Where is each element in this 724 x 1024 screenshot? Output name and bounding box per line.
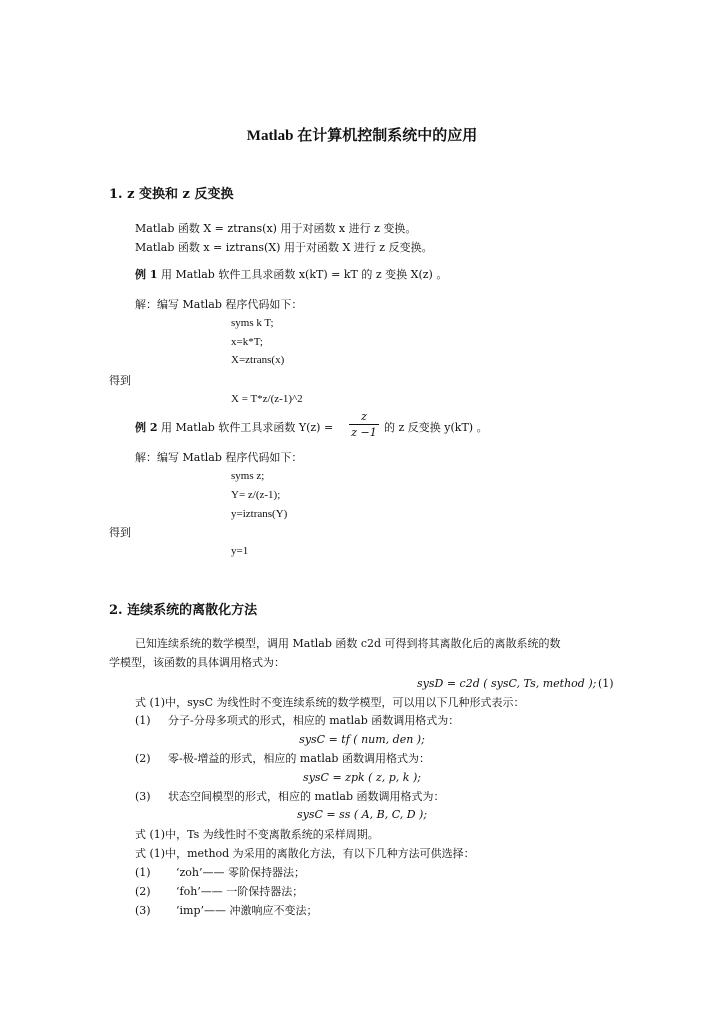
form-item-text: 零-极-增益的形式，相应的 matlab 函数调用格式为：	[168, 752, 430, 765]
sysc-description: 式 (1)中，sysC 为线性时不变连续系统的数学模型，可以用以下几种形式表示：	[135, 696, 525, 709]
ztrans-description: Matlab 函数 X = ztrans(x) 用于对函数 x 进行 z 变换。	[135, 222, 417, 235]
example-2-text-post: 的 z 反变换 y(kT) 。	[384, 421, 488, 434]
method-item-text: ‘zoh’—— 零阶保持器法；	[176, 866, 305, 879]
example-2	[135, 421, 333, 435]
code-line: syms k T;	[231, 317, 274, 329]
example-1	[135, 268, 447, 282]
solution-1-intro: 解：编写 Matlab 程序代码如下：	[135, 298, 303, 311]
equation-zpk: sysC = zpk ( z, p, k );	[303, 771, 421, 784]
form-item-text: 状态空间模型的形式，相应的 matlab 函数调用格式为：	[168, 790, 445, 803]
code-line: Y= z/(z-1);	[231, 489, 281, 501]
example-2-label: 例 2	[135, 421, 158, 434]
section-1-heading: 1. z 变换和 z 反变换	[109, 187, 234, 202]
result-2-label: 得到	[109, 526, 131, 539]
form-item-number: (1)	[135, 714, 151, 727]
solution-2-intro: 解：编写 Matlab 程序代码如下：	[135, 451, 303, 464]
equation-c2d: sysD = c2d ( sysC, Ts, method );	[417, 677, 597, 690]
paragraph-line: 学模型，该函数的具体调用格式为：	[109, 656, 285, 669]
section-2-heading: 2. 连续系统的离散化方法	[109, 603, 258, 618]
result-1: X = T*z/(z-1)^2	[231, 393, 303, 405]
result-1-label: 得到	[109, 374, 131, 387]
form-item-text: 分子-分母多项式的形式，相应的 matlab 函数调用格式为：	[168, 714, 460, 727]
example-1-label: 例 1	[135, 268, 158, 281]
iztrans-description: Matlab 函数 x = iztrans(X) 用于对函数 X 进行 z 反变换。	[135, 241, 433, 254]
method-item-text: ‘foh’—— 一阶保持器法；	[176, 885, 304, 898]
code-line: y=iztrans(Y)	[231, 508, 288, 520]
method-item-text: ‘imp’—— 冲激响应不变法；	[176, 904, 318, 917]
code-line: X=ztrans(x)	[231, 354, 285, 366]
paragraph-line: 已知连续系统的数学模型，调用 Matlab 函数 c2d 可得到将其离散化后的离散系统的数	[135, 637, 561, 650]
fraction-numerator: z	[361, 410, 367, 423]
ts-description: 式 (1)中，Ts 为线性时不变离散系统的采样周期。	[135, 828, 379, 841]
code-line: syms z;	[231, 470, 265, 482]
equation-tf: sysC = tf ( num, den );	[299, 733, 425, 746]
method-item-number: (2)	[135, 885, 151, 898]
result-2: y=1	[231, 545, 249, 557]
page-title: Matlab 在计算机控制系统中的应用	[246, 128, 478, 144]
form-item-number: (3)	[135, 790, 151, 803]
fraction-bar	[349, 424, 379, 425]
method-item-number: (1)	[135, 866, 151, 879]
fraction-denominator: z −1	[351, 426, 377, 439]
code-line: x=k*T;	[231, 336, 263, 348]
method-description: 式 (1)中，method 为采用的离散化方法，有以下几种方法可供选择：	[135, 847, 475, 860]
example-2-text-pre: 用 Matlab 软件工具求函数 Y(z) =	[160, 421, 334, 434]
method-item-number: (3)	[135, 904, 151, 917]
form-item-number: (2)	[135, 752, 151, 765]
equation-number: (1)	[598, 677, 614, 690]
equation-ss: sysC = ss ( A, B, C, D );	[296, 808, 428, 821]
example-1-text: 用 Matlab 软件工具求函数 x(kT) = kT 的 z 变换 X(z) 。	[160, 268, 448, 281]
example-2-fraction	[349, 410, 379, 439]
